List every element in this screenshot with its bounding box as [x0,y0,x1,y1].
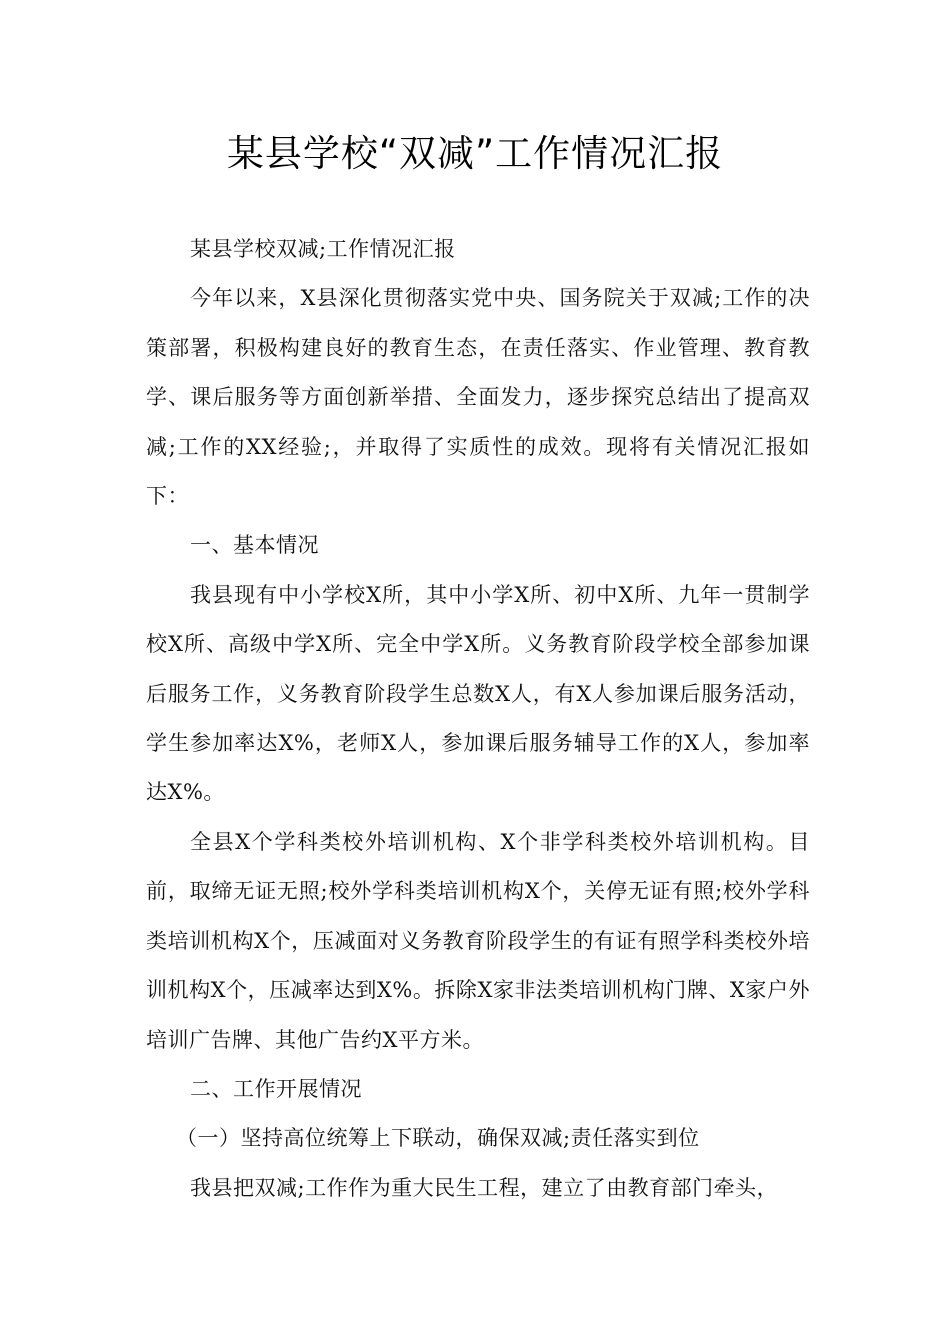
paragraph-responsibility: 我县把双减;工作作为重大民生工程，建立了由教育部门牵头， [190,1175,779,1200]
paragraph-intro: 今年以来，X县深化贯彻落实党中央、国务院关于双减;工作的决策部署，积极构建良好的教育生态，在责任落实、作业管理、教育教学、课后服务等方面创新举措、全面发力，逐步探究总结出了提高双减;工作的XX经验;，并取得了实质性的成效。现将有关情况汇报如下： [146,286,810,509]
paragraph-training-institutions: 全县X个学科类校外培训机构、X个非学科类校外培训机构。目前，取缔无证无照;校外学科类培训机构X个，关停无证有照;校外学科类培训机构X个，压减面对义务教育阶段学生的有证有照学科类校外培训机构X个，压减率达到X%。拆除X家非法类培训机构门牌、X家户外培训广告牌、其他广告约X平方米。 [146,829,810,1052]
section-heading-work-progress: 二、工作开展情况 [190,1076,362,1101]
document-body [146,225,810,1213]
subsection-heading-1: （一）坚持高位统筹上下联动，确保双减;责任落实到位 [176,1126,700,1151]
paragraph-subtitle: 某县学校双减;工作情况汇报 [190,237,456,261]
section-heading-basic-situation: 一、基本情况 [190,533,319,558]
document-title: 某县学校“双减”工作情况汇报 [226,132,724,175]
paragraph-school-stats: 我县现有中小学校X所，其中小学X所、初中X所、九年一贯制学校X所、高级中学X所、完全中学X所。义务教育阶段学校全部参加课后服务工作，义务教育阶段学生总数X人，有X人参加课后服务活动，学生参加率达X%，老师X人，参加课后服务辅导工作的X人，参加率达X%。 [146,582,810,805]
